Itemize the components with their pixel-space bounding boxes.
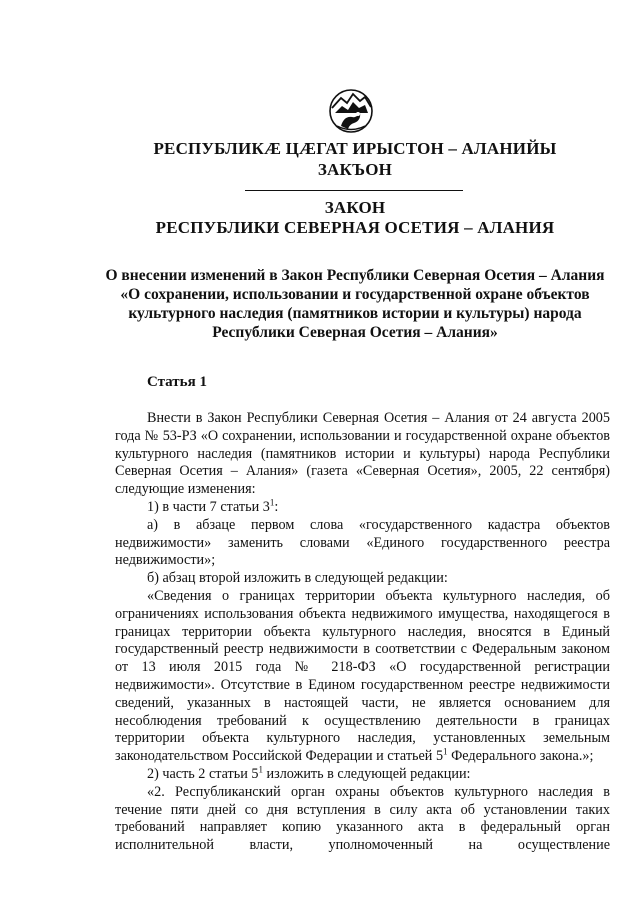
paragraph-quote-1	[115, 588, 610, 766]
law-title-line: «О сохранении, использовании и государственной охране объектов	[120, 286, 590, 303]
article-heading: Статья 1	[147, 374, 207, 390]
header-divider	[245, 190, 463, 191]
item-1-text: 1) в части 7 статьи 3	[147, 498, 270, 515]
item-2-end: изложить в следующей редакции:	[262, 765, 471, 782]
coat-of-arms-emblem-icon	[327, 86, 375, 134]
paragraph-item-1	[115, 499, 610, 517]
item-2-superscript: 1	[258, 764, 263, 775]
law-title	[80, 266, 630, 342]
paragraph-item-1b: б) абзац второй изложить в следующей редакции:	[147, 570, 448, 587]
law-word: ЗАКОН	[324, 198, 386, 217]
paragraph-quote-2: «2. Республиканский орган охраны объектов культурного наследия в течение пяти дней со дня вступления в силу акта об установлении таких требований направляет копию указанного акта в федеральный орган исполнительной власти, уполномоченный на осуществление	[115, 783, 610, 854]
law-title-line: О внесении изменений в Закон Республики Северная Осетия – Алания	[105, 267, 605, 284]
quote-1-superscript: 1	[443, 746, 448, 757]
quote-1-end: Федерального закона.»;	[447, 748, 594, 765]
law-title-line: Республики Северная Осетия – Алания»	[212, 324, 498, 341]
quote-1-text: «Сведения о границах территории объекта культурного наследия, об ограничениях использования объекта недвижимого имущества, находящегося в границах территории объекта культурного наследия, вносятся в Единый государственный реестр недвижимости в соответствии с Федеральным законом от 13 июля 2015 года № 218-ФЗ «О государственной регистрации недвижимости». Отсутствие в Едином государственном реестре недвижимости сведений, указанных в настоящей части, не является основанием для несоблюдения требований к осуществлению деятельности в границах территории объекта культурного наследия, установленных земельным законодательством Российской Федерации и статьей 5	[115, 587, 610, 765]
paragraph-item-1a: а) в абзаце первом слова «государственного кадастра объектов недвижимости» заменить словами «Единого государственного реестра недвижимости»;	[115, 516, 610, 569]
republic-name: РЕСПУБЛИКИ СЕВЕРНАЯ ОСЕТИЯ – АЛАНИЯ	[155, 218, 555, 237]
article-body	[115, 410, 610, 855]
paragraph-item-2	[115, 766, 610, 784]
item-2-text: 2) часть 2 статьи 5	[147, 765, 259, 782]
paragraph-intro: Внести в Закон Республики Северная Осетия – Алания от 24 августа 2005 года № 53-РЗ «О сохранении, использовании и государственной охране объектов культурного наследия (памятников истории и культуры) народа Республики Северная Осетия – Алания» (газета «Северная Осетия», 2005, 22 сентября) следующие изменения:	[115, 410, 610, 498]
item-1-superscript: 1	[269, 497, 275, 508]
ossetian-republic-name: РЕСПУБЛИКÆ ЦÆГАТ ИРЫСТОН – АЛАНИЙЫ	[153, 139, 557, 158]
law-title-line: культурного наследия (памятников истории и культуры) народа	[128, 305, 582, 322]
ossetian-law-word: ЗАКЪОН	[317, 160, 393, 179]
item-1-end: :	[274, 498, 279, 515]
